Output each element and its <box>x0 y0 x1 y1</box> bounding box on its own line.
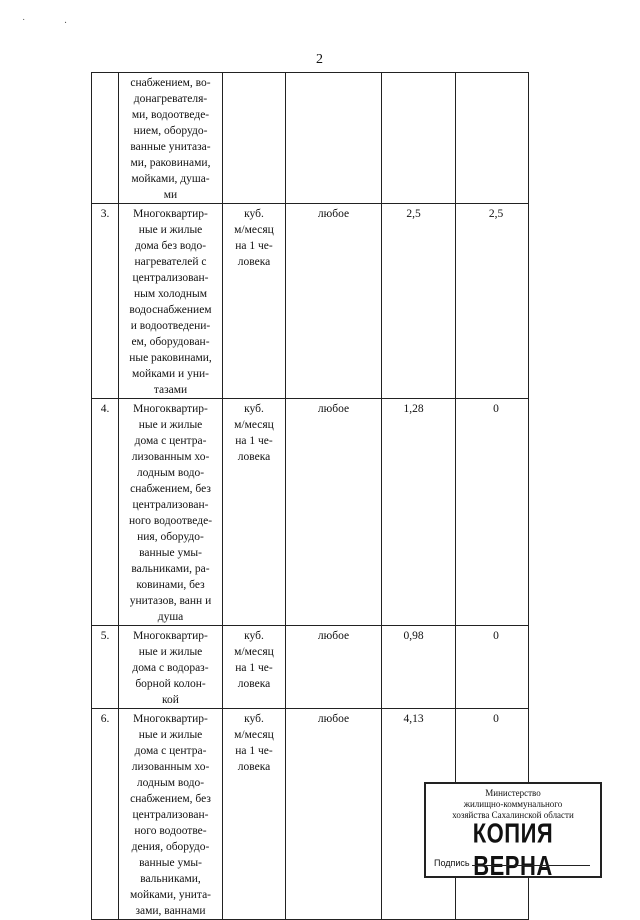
unit-cell <box>223 709 286 920</box>
housing-description: Многоквартир- ные и жилые дома с центра- лизованным хо- лодным водо- снабжением, без централизован- ного водоотведе- ния, оборудо- ванные умы- вальниками, ра- ковинами, без унитазов, ванн и душа <box>128 403 213 623</box>
unit-of-measure: куб. м/месяц на 1 че- ловека <box>234 713 274 773</box>
type-value <box>286 73 381 75</box>
housing-description: Многоквартир- ные и жилые дома с водораз- борной колон- кой <box>132 630 209 706</box>
value-1-cell <box>382 204 456 399</box>
value-2-cell <box>456 204 529 399</box>
unit-cell <box>223 399 286 626</box>
unit-cell <box>223 73 286 204</box>
type-value: любое <box>317 403 350 415</box>
housing-description-cell <box>119 73 223 204</box>
table-row <box>92 73 529 204</box>
housing-description-cell <box>119 626 223 709</box>
stamp-signature-label: Подпись <box>434 858 470 868</box>
value-2-cell <box>456 399 529 626</box>
row-number <box>92 73 119 204</box>
norm-value-2 <box>456 73 528 75</box>
table-row <box>92 204 529 399</box>
norm-value-2: 0 <box>493 630 499 642</box>
row-number: 5. <box>92 626 119 709</box>
housing-description-cell <box>119 399 223 626</box>
type-cell <box>286 73 382 204</box>
norm-value-2: 0 <box>493 713 499 725</box>
type-value: любое <box>317 713 350 725</box>
unit-of-measure: куб. м/месяц на 1 че- ловека <box>234 208 274 268</box>
type-value: любое <box>317 208 350 220</box>
unit-cell <box>223 204 286 399</box>
norm-value-1: 4,13 <box>403 713 424 725</box>
norm-value-2: 0 <box>493 403 499 415</box>
housing-description: Многоквартир- ные и жилые дома с центра- лизованным хо- лодным водо- снабжением, без централизован- ного водоотве- дения, оборудо- ванные умы- вальниками, мойками, унита- зами, ваннами <box>129 713 212 917</box>
row-number: 3. <box>92 204 119 399</box>
value-1-cell <box>382 626 456 709</box>
stamp-title: КОПИЯ ВЕРНА <box>472 817 554 882</box>
row-number: 4. <box>92 399 119 626</box>
scan-specks: ˙ · <box>22 18 86 29</box>
norm-value-1: 1,28 <box>403 403 424 415</box>
unit-of-measure: куб. м/месяц на 1 че- ловека <box>234 630 274 690</box>
housing-description-cell <box>119 709 223 920</box>
type-cell <box>286 399 382 626</box>
value-2-cell <box>456 626 529 709</box>
value-2-cell <box>456 73 529 204</box>
type-cell <box>286 626 382 709</box>
page-number: 2 <box>316 52 323 67</box>
value-1-cell <box>382 399 456 626</box>
housing-description: снабжением, во- донагревателя- ми, водоотведе- нием, оборудо- ванные унитаза- ми, раковинами, мойками, душа- ми <box>130 77 211 201</box>
norm-value-1 <box>382 73 455 75</box>
norm-value-1: 2,5 <box>406 208 421 220</box>
value-1-cell <box>382 73 456 204</box>
norm-value-2: 2,5 <box>488 208 504 220</box>
table-row <box>92 399 529 626</box>
row-number: 6. <box>92 709 119 920</box>
housing-description-cell <box>119 204 223 399</box>
type-value: любое <box>317 630 350 642</box>
norm-value-1: 0,98 <box>403 630 424 642</box>
table-row <box>92 626 529 709</box>
unit-cell <box>223 626 286 709</box>
unit-of-measure <box>223 73 285 75</box>
signature-line <box>472 865 590 866</box>
certified-copy-stamp <box>424 782 602 882</box>
type-cell <box>286 204 382 399</box>
type-cell <box>286 709 382 920</box>
housing-description: Многоквартир- ные и жилые дома без водо- нагревателей с централизован- ным холодным водоснабжением и водоотведени- ем, оборудован- ные раковинами, мойками и уни- тазами <box>129 208 212 396</box>
stamp-organization: Министерство жилищно-коммунального хозяйства Сахалинской области <box>452 788 574 820</box>
unit-of-measure: куб. м/месяц на 1 че- ловека <box>234 403 274 463</box>
